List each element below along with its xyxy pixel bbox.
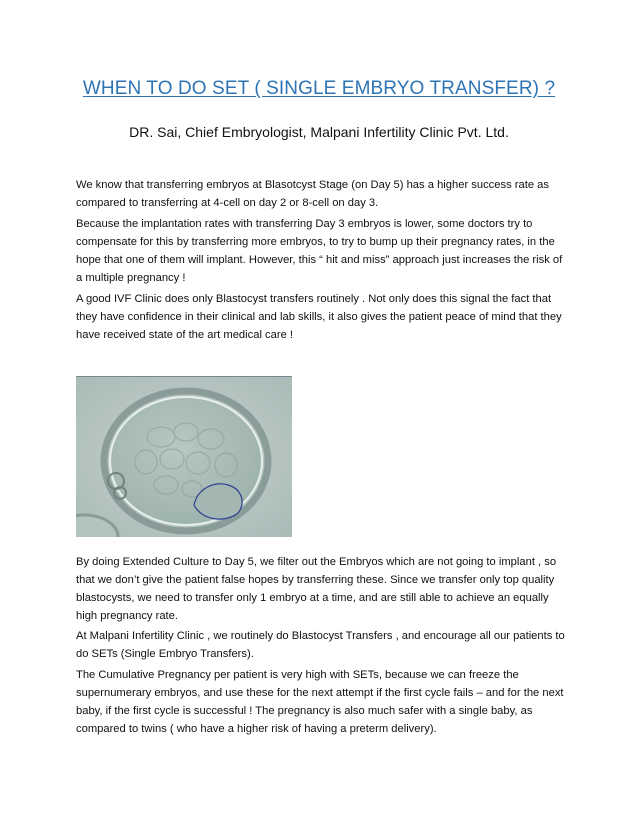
- paragraph-6: The Cumulative Pregnancy per patient is very high with SETs, because we can freeze the supernumerary embryos, and use these for the next attempt if the first cycle fails – and for the next baby, if the first cycle is successful ! The pregnancy is also much safer with a single baby, as compared to twins ( who have a higher risk of having a preterm delivery).: [76, 669, 564, 735]
- blastocyst-micrograph: [76, 376, 292, 537]
- paragraph-3: A good IVF Clinic does only Blastocyst transfers routinely . Not only does this signal the fact that they have confidence in their clinical and lab skills, it also gives the patient peace of mind that they have received state of the art medical care !: [76, 293, 562, 341]
- author-line: DR. Sai, Chief Embryologist, Malpani Infertility Clinic Pvt. Ltd.: [129, 124, 509, 140]
- paragraph-4: By doing Extended Culture to Day 5, we filter out the Embryos which are not going to implant , so that we don’t give the patient false hopes by transferring these. Since we transfer only top quality blastocysts, we need to transfer only 1 embryo at a time, and are still able to achieve an equally high pregnancy rate.: [76, 556, 557, 622]
- paragraph-5: At Malpani Infertility Clinic , we routinely do Blastocyst Transfers , and encourage all our patients to do SETs (Single Embryo Transfers).: [76, 630, 565, 660]
- paragraph-2: Because the implantation rates with transferring Day 3 embryos is lower, some doctors try to compensate for this by transferring more embryos, to try to bump up their pregnancy rates, in the hope that one of them will implant. However, this “ hit and miss” approach just increases the risk of a multiple pregnancy !: [76, 218, 563, 284]
- paragraph-1: We know that transferring embryos at Blasotcyst Stage (on Day 5) has a higher success rate as compared to transferring at 4-cell on day 2 or 8-cell on day 3.: [76, 179, 549, 209]
- document-title: WHEN TO DO SET ( SINGLE EMBRYO TRANSFER) ?: [82, 78, 556, 99]
